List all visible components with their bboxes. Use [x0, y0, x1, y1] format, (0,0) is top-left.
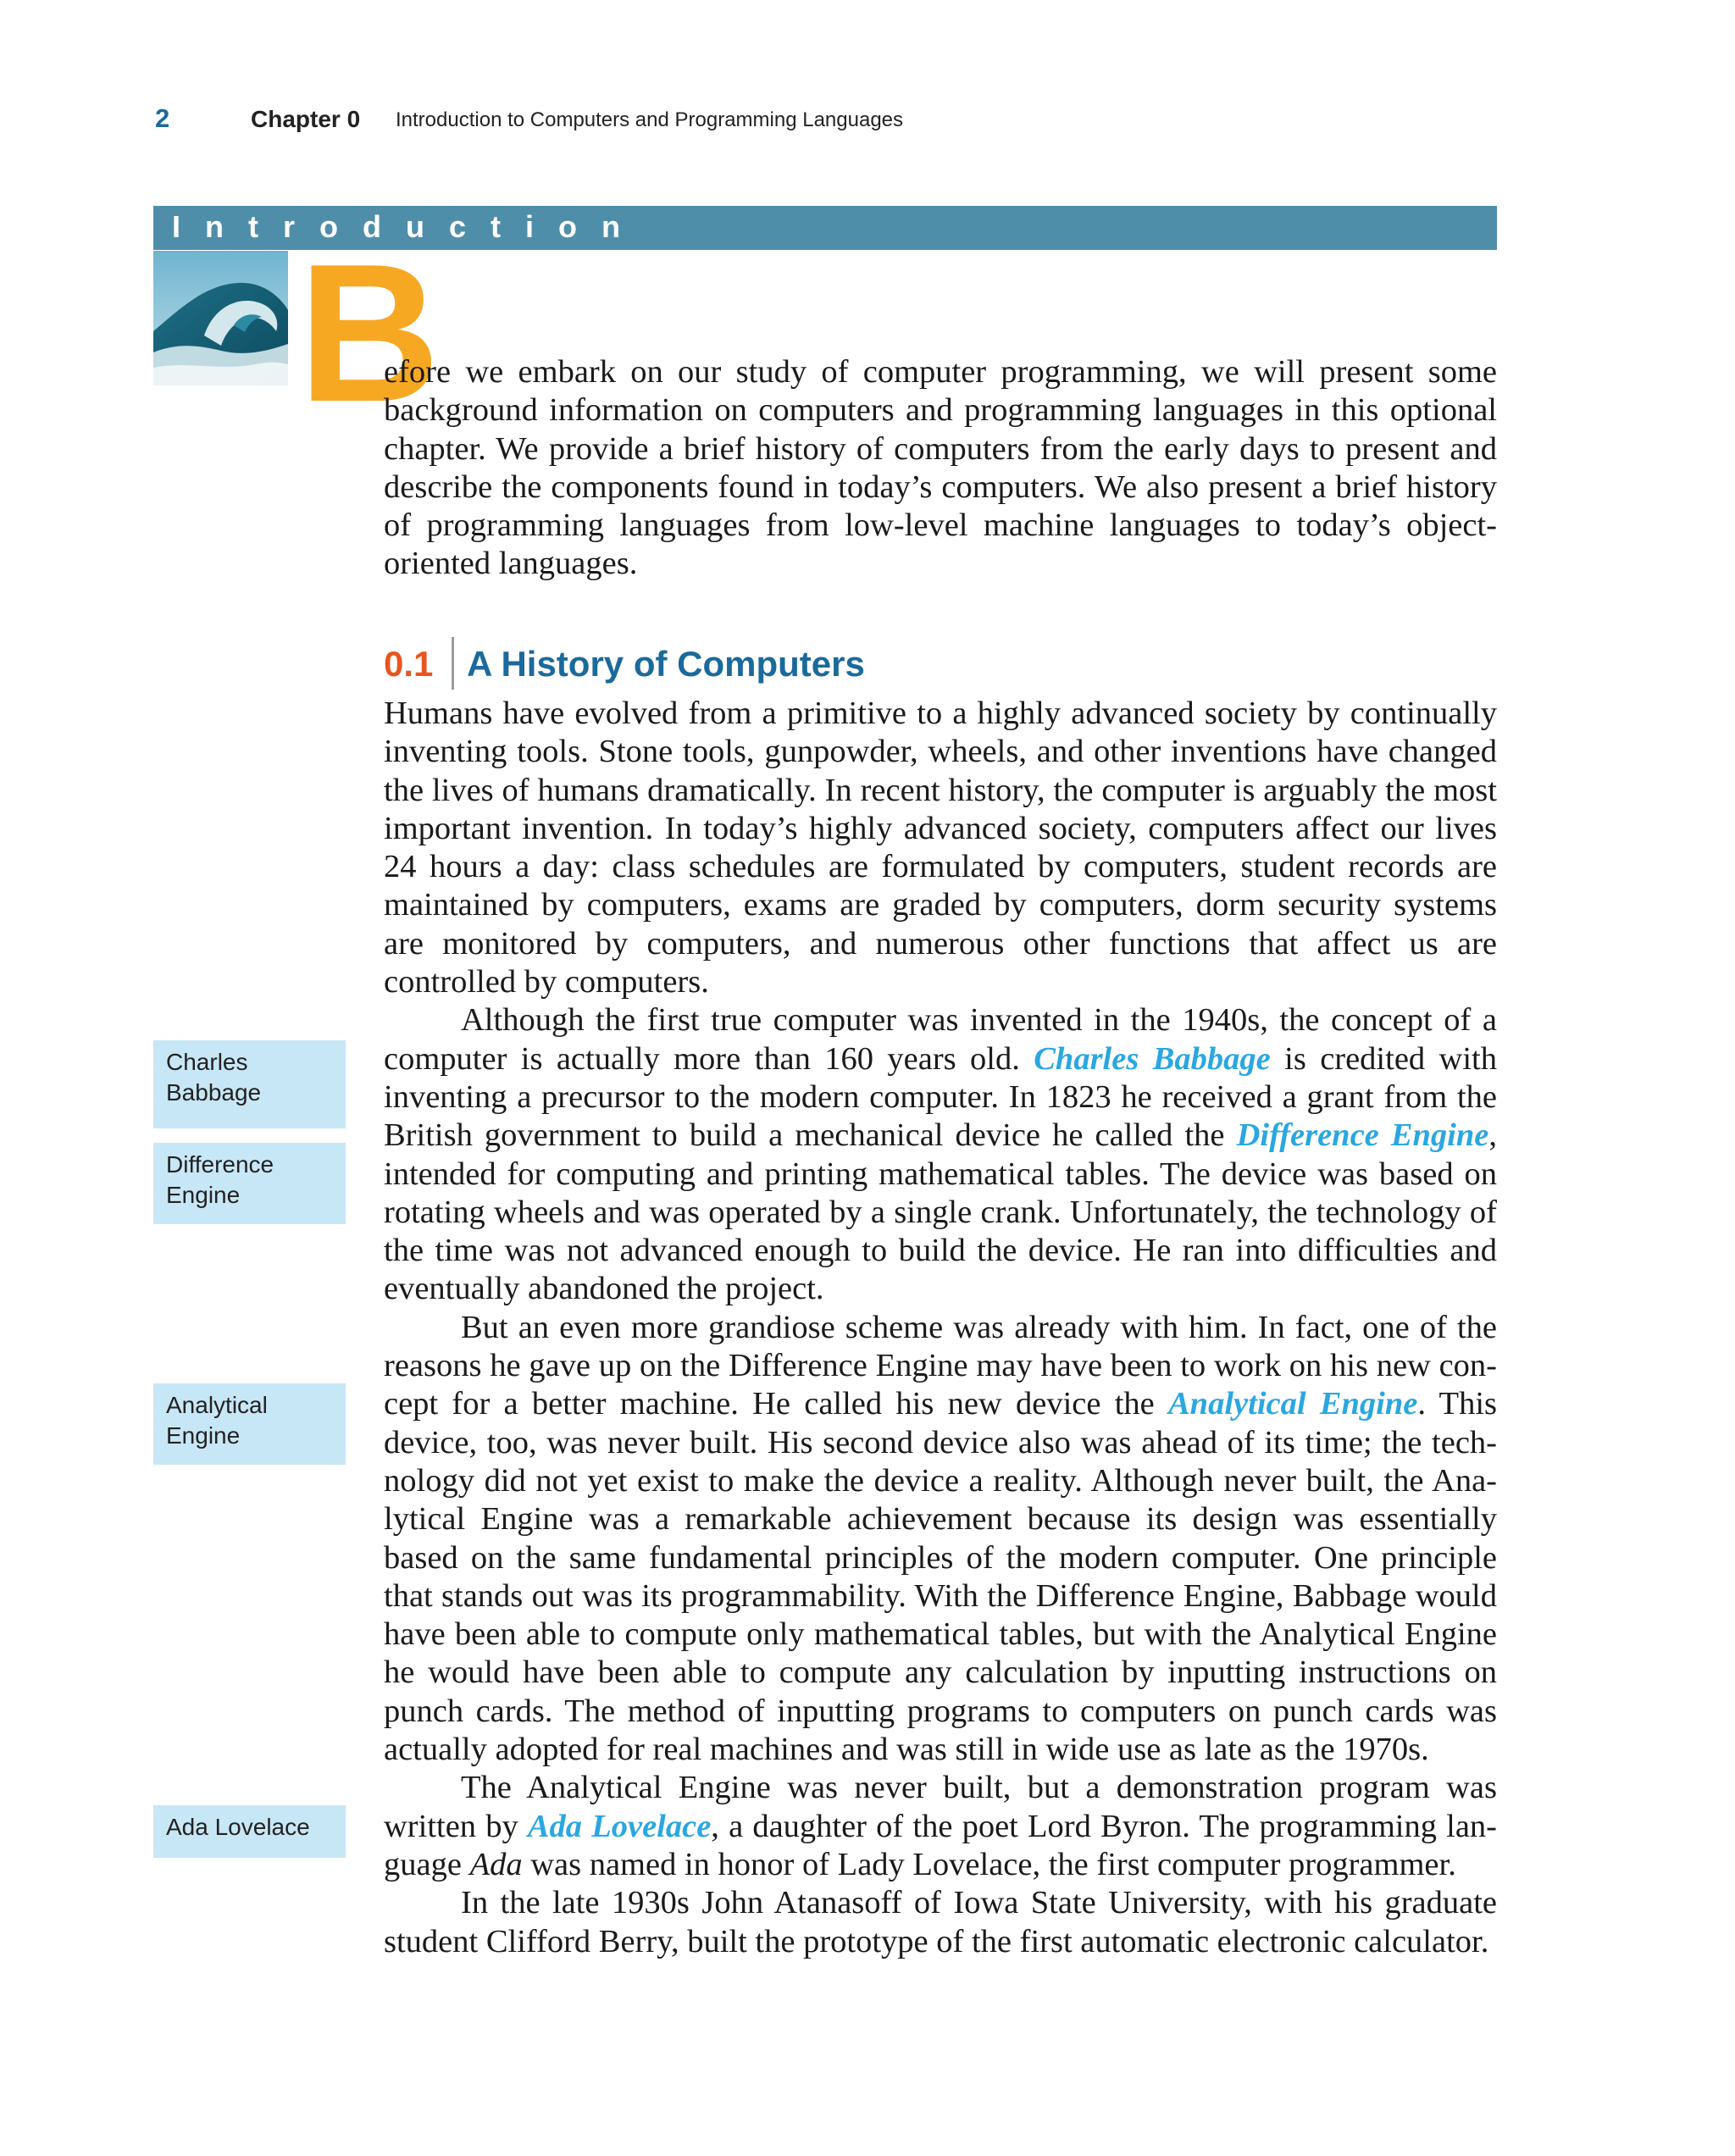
- margin-note-analytical-engine: [153, 1383, 346, 1465]
- page-number: 2: [155, 103, 170, 133]
- margin-note-charles-babbage: [153, 1040, 346, 1128]
- paragraph-2-text-b: is credited with inventing a precursor to the modern computer. In 1823 he received a grant from the British government to build a mechanical device he called the: [384, 1040, 1498, 1154]
- margin-note-line: Charles: [166, 1049, 248, 1075]
- keyword-ada-lovelace: Ada Lovelace: [527, 1808, 712, 1844]
- paragraph-5: In the late 1930s John Atanasoff of Iowa State University, with his graduate student Clifford Berry, built the prototype of the first automatic electronic calculator.: [384, 1885, 1497, 1959]
- paragraph-3: [384, 1309, 1497, 1770]
- paragraph-4: [384, 1769, 1497, 1884]
- language-name-ada: Ada: [469, 1846, 523, 1882]
- drop-cap: B: [298, 224, 441, 443]
- margin-note-line: Babbage: [166, 1079, 262, 1106]
- paragraph-1: Humans have evolved from a primitive to a highly advanced society by continually inventing tools. Stone tools, gunpowder, wheels, and other inventions have changed the lives of humans dramatically. In recent history, the computer is arguably the most important invention. In today’s highly advanced society, computers affect our lives 24 hours a day: class schedules are formulated by computers, student records are maintained by computers, exams are graded by computers, dorm security systems are monitored by computers, and numerous other functions that affect us are controlled by computers.: [384, 696, 1497, 1000]
- paragraph-3-text-b: . This device, too, was never built. His second device also was ahead of its time; the technology did not yet exist to make the device a reality. Although never built, the Analytical Engine was a remarkable achievement because its design was essentially based on the same fundamental principles of the modern computer. One principle that stands out was its programmability. With the Difference Engine, Babbage would have been able to compute only mathematical tables, but with the Analytical Engine he would have been able to compute any calculation by inputting instructions on punch cards. The method of inputting programs to computers on punch cards was actually adopted for real machines and was still in wide use as late as the 1970s.: [384, 1386, 1497, 1768]
- section-body: [384, 695, 1497, 1961]
- section-title: A History of Computers: [467, 644, 865, 684]
- paragraph-4-text-c: was named in honor of Lady Lovelace, the first computer programmer.: [522, 1846, 1456, 1882]
- keyword-charles-babbage: Charles Babbage: [1034, 1040, 1271, 1077]
- chapter-label: Chapter 0: [251, 106, 361, 132]
- intro-paragraph: efore we embark on our study of computer programming, we will present some background information on computers and programming languages in this optional chapter. We provide a brief history of computers from the early days to present and describe the components found in today’s computers. We also present a brief history of programming languages from low-level machine languages to today’s object-oriented languages.: [384, 354, 1497, 582]
- paragraph-4-text-b: , a daughter of the poet Lord Byron. The programming language: [384, 1808, 1497, 1882]
- keyword-analytical-engine: Analytical Engine: [1168, 1386, 1418, 1422]
- margin-note-line: Engine: [166, 1182, 241, 1208]
- paragraph-4-text-a: The Analytical Engine was never built, but a demonstration program was written by: [384, 1770, 1497, 1844]
- margin-note-line: Difference: [166, 1151, 274, 1178]
- paragraph-2-text-a: Although the first true computer was invented in the 1940s, the concept of a computer is actually more than 160 years old.: [384, 1002, 1497, 1077]
- paragraph-3-text-a: But an even more grandiose scheme was already with him. In fact, one of the reasons he gave up on the Difference Engine may have been to work on his new concept for a better machine. He called his new device the: [384, 1309, 1497, 1422]
- section-number: 0.1: [384, 644, 434, 684]
- keyword-difference-engine: Difference Engine: [1236, 1117, 1489, 1154]
- introduction-label: Introduction: [172, 209, 645, 244]
- margin-note-line: Engine: [166, 1422, 241, 1449]
- margin-note-difference-engine: [153, 1143, 346, 1224]
- chapter-title: Introduction to Computers and Programming Languages: [396, 108, 904, 131]
- margin-note-line: Ada Lovelace: [166, 1814, 310, 1840]
- paragraph-2-text-c: , intended for computing and printing mathematical tables. The device was based on rotating wheels and was operated by a single crank. Unfortunately, the technology of the time was not advanced enough to build the device. He ran into difficulties and eventually abandoned the project.: [384, 1117, 1497, 1307]
- margin-note-ada-lovelace: [153, 1805, 346, 1858]
- section-divider: [452, 637, 454, 690]
- ocean-wave-icon: [153, 251, 288, 385]
- paragraph-2: [384, 1001, 1497, 1308]
- margin-note-line: Analytical: [166, 1392, 268, 1418]
